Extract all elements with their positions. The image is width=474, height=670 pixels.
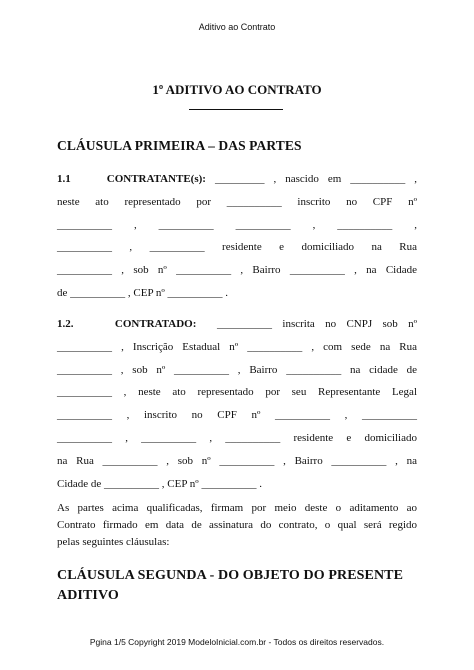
contratado-line-1	[57, 313, 417, 336]
contratado-line-6: __________ , __________ , __________ residente e domiciliado	[57, 431, 417, 444]
contratado-text-1: __________ inscrita no CNPJ sob nº	[217, 318, 418, 330]
document-title: 1º ADITIVO AO CONTRATO	[152, 82, 322, 97]
contratante-line-2: neste ato representado por __________ inscrito no CPF nº	[57, 195, 417, 208]
clause-2-heading-line-1: CLÁUSULA SEGUNDA - DO OBJETO DO PRESENTE	[57, 568, 404, 583]
contratado-line-2: __________ , Inscrição Estadual nº __________ , com sede na Rua	[57, 340, 417, 353]
contratado-paragraph	[57, 313, 417, 495]
contratante-line-1	[57, 168, 417, 191]
intro-line-1: As partes acima qualificadas, firmam por meio deste o aditamento ao	[57, 502, 417, 514]
contratado-line-8: Cidade de __________ , CEP nº __________ .	[57, 477, 262, 490]
contratante-line-5: __________ , sob nº __________ , Bairro __________ , na Cidade	[57, 264, 417, 277]
clause-2-heading	[57, 566, 403, 606]
running-header: Aditivo ao Contrato	[198, 22, 276, 32]
contratante-line-3: __________ , __________ __________ , __________ ,	[57, 218, 417, 231]
contratante-number: 1.1	[57, 173, 71, 185]
intro-paragraph	[57, 500, 417, 551]
contratado-line-4: __________ , neste ato representado por seu Representante Legal	[57, 386, 417, 399]
contratado-number: 1.2.	[57, 318, 74, 330]
page-footer: Pgina 1/5 Copyright 2019 ModeloInicial.com.br - Todos os direitos reservados.	[89, 637, 385, 647]
contratado-line-7: na Rua __________ , sob nº __________ , Bairro __________ , na	[57, 454, 417, 467]
clause-1-heading: CLÁUSULA PRIMEIRA – DAS PARTES	[57, 138, 302, 153]
intro-line-3: pelas seguintes cláusulas:	[57, 536, 170, 548]
contratante-paragraph	[57, 168, 417, 305]
contratante-text-1: _________ , nascido em __________ ,	[214, 173, 418, 185]
title-underline	[189, 109, 283, 110]
contratado-line-3: __________ , sob nº __________ , Bairro __________ na cidade de	[57, 363, 417, 376]
clause-2-heading-line-2: ADITIVO	[57, 588, 119, 603]
contratante-line-4: __________ , __________ residente e domiciliado na Rua	[57, 241, 417, 254]
intro-line-2: Contrato firmado em data de assinatura do contrato, o qual será regido	[57, 519, 417, 531]
contratado-line-5: __________ , inscrito no CPF nº __________ , __________	[57, 409, 417, 422]
contratante-label: CONTRATANTE(s):	[106, 173, 206, 185]
contratado-label: CONTRATADO:	[114, 318, 197, 330]
contratante-line-6: de __________ , CEP nº __________ .	[57, 286, 229, 299]
